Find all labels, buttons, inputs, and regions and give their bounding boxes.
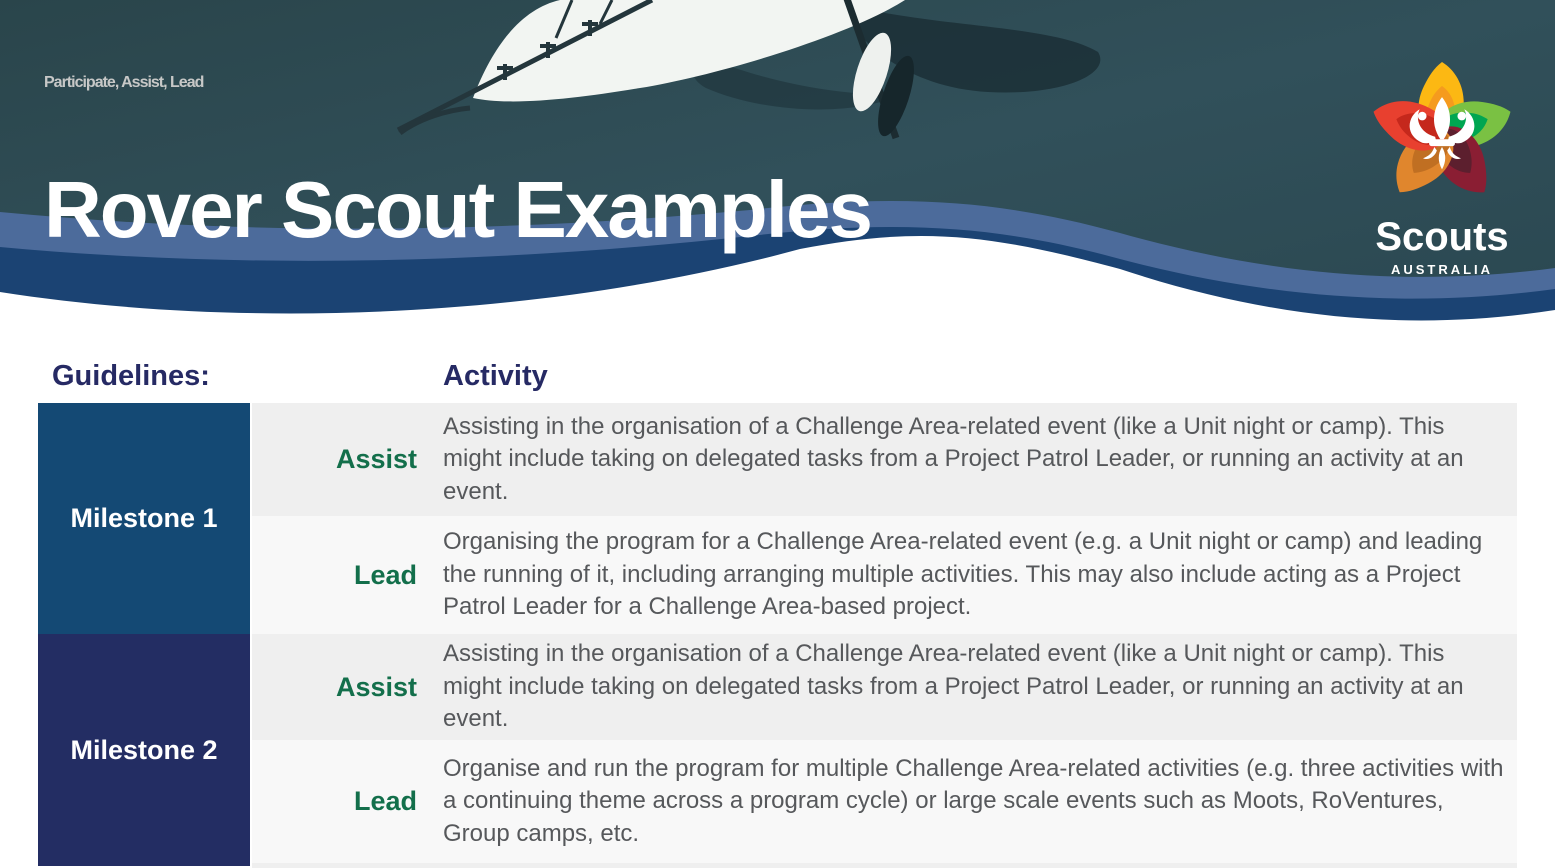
next-row-sliver [252,863,1517,868]
level-label: Lead [353,559,417,590]
activity-text: Assisting in the organisation of a Challenge Area-related event (like a Unit night or camp). This might include taking on delegated tasks from a Project Patrol Leader, or running an activity at an event. [443,640,1464,733]
milestone-2-cell [38,634,250,866]
guidelines-column-header: Guidelines: [52,360,210,392]
milestone-1-label: Milestone 1 [70,503,218,533]
activity-row [252,403,1517,516]
activity-column-header: Activity [443,360,548,392]
milestone-2-label: Milestone 2 [70,734,218,765]
level-label: Assist [335,671,417,702]
level-label: Lead [353,786,417,816]
scouts-australia-logo [1357,52,1527,282]
activity-text: Assisting in the organisation of a Challenge Area-related event (like a Unit night or camp). This might include taking on delegated tasks from a Project Patrol Leader, or running an activity at an event. [443,412,1464,505]
page-title: Rover Scout Examples [44,165,871,254]
logo-brand-text: Scouts [1375,215,1509,259]
scouts-star-icon [1357,52,1527,217]
activity-row [252,740,1517,863]
activity-text: Organising the program for a Challenge Area-related event (e.g. a Unit night or camp) and leading the running of it, including arranging multiple activities. This may also include acting as a Project Patrol Leader for a Challenge Area-based project. [443,528,1483,621]
activity-row [252,634,1517,740]
header-subtitle: Participate, Assist, Lead [44,74,204,91]
logo-region-text: AUSTRALIA [1390,262,1494,277]
activity-text: Organise and run the program for multiple Challenge Area-related activities (e.g. three activities with a continuing theme across a program cycle) or large scale events such as Moots, RoVentures, Group camps, etc. [443,754,1504,847]
level-label: Assist [335,444,417,474]
activity-row [252,516,1517,634]
milestone-1-cell [38,403,250,634]
